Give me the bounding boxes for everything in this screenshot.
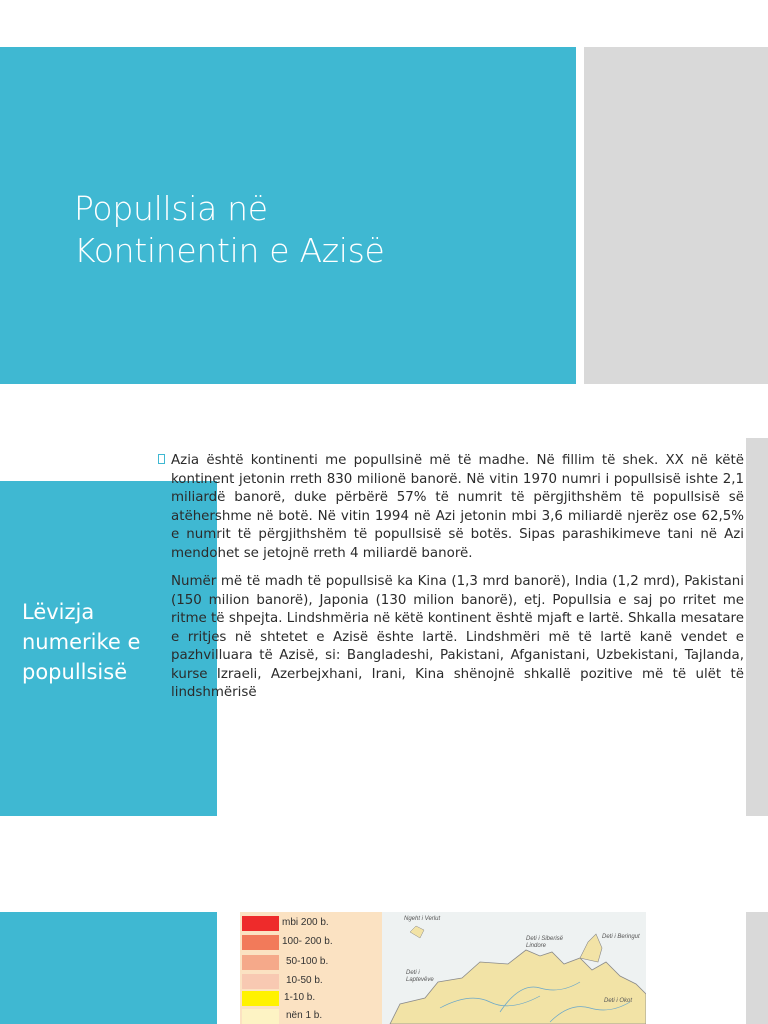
map-label-right-top: Deti i Siberisë Lindore (526, 936, 564, 949)
legend-label: 1-10 b. (284, 992, 316, 1003)
paragraph-2: Numër më të madh të popullsisë ka Kina (1,3 mrd banorë), India (1,2 mrd), Pakistani (150 milion banorë), Japonia (130 milion banorë), etj. Popullsia e saj po rritet me ritme të shpejta. Lindshmëria në këtë kontinent është mjaft e lartë. Shkalla mesatare e rritjes në shtetet e Azisë ështe lartë. Lindshmëri më të lartë kanë vendet e pazhvilluara të Azisë, si: Bangladeshi, Pakistani, Afganistani, Uzbekistani, Tajlanda, kurse Izraeli, Azerbejxhani, Irani, Kina shënojnë shkallë pozitive më të ulët të lindshmërisë (171, 574, 744, 700)
bullet-icon (158, 454, 165, 464)
map-slide-panel (0, 912, 217, 1024)
legend-label: 50-100 b. (286, 956, 329, 967)
section-heading-line-3: popullsisë (22, 660, 128, 684)
legend-swatch (242, 1009, 279, 1024)
title-slide-side-panel (584, 47, 768, 384)
legend-label: nën 1 b. (286, 1010, 323, 1021)
map-slide-side-panel (746, 912, 768, 1024)
map-label-far-right: Deti i Beringut (602, 934, 640, 940)
legend-label: mbi 200 b. (282, 917, 329, 928)
legend-label: 100- 200 b. (282, 936, 333, 947)
map-label-middle: Deti i Laptevëve (406, 970, 434, 983)
legend-swatch (242, 991, 279, 1006)
map-label-top: Ngeht i Verlut (404, 916, 441, 922)
content-slide-side-panel (746, 438, 768, 816)
paragraph-1: Azia është kontinenti me popullsinë më të madhe. Në fillim të shek. XX në këtë kontinent jetonin rreth 830 milionë banorë. Në vitin 1970 numri i popullsisë ishte 2,1 miliardë banorë, duke përbërë 57% të numrit të përgjithshëm të popullsisë së atëhershme në botë. Në vitin 1994 në Azi jetonin mbi 3,6 miliardë njerëz ose 62,5% e numrit të përgjithshëm të popullsisë së botës. Sipas parashikimeve tani në Azi mendohet se jetojnë rreth 4 miliardë banorë. (171, 453, 744, 561)
slide-title (74, 188, 554, 272)
legend-swatch (242, 955, 279, 970)
legend-swatch (242, 974, 279, 989)
paragraph-1-container (158, 452, 744, 563)
slide-title-line-1: Popullsia në (74, 189, 268, 228)
population-density-map (240, 912, 646, 1024)
slide-title-line-2: Kontinentin e Azisë (74, 231, 385, 270)
section-heading-line-1: Lëvizja (22, 600, 95, 624)
map-label-right-bottom: Deti i Okot (604, 998, 633, 1004)
legend-swatch (242, 916, 279, 931)
legend-label: 10-50 b. (286, 975, 323, 986)
legend-swatch (242, 935, 279, 950)
body-text (158, 452, 744, 713)
section-heading-line-2: numerike e (22, 630, 141, 654)
